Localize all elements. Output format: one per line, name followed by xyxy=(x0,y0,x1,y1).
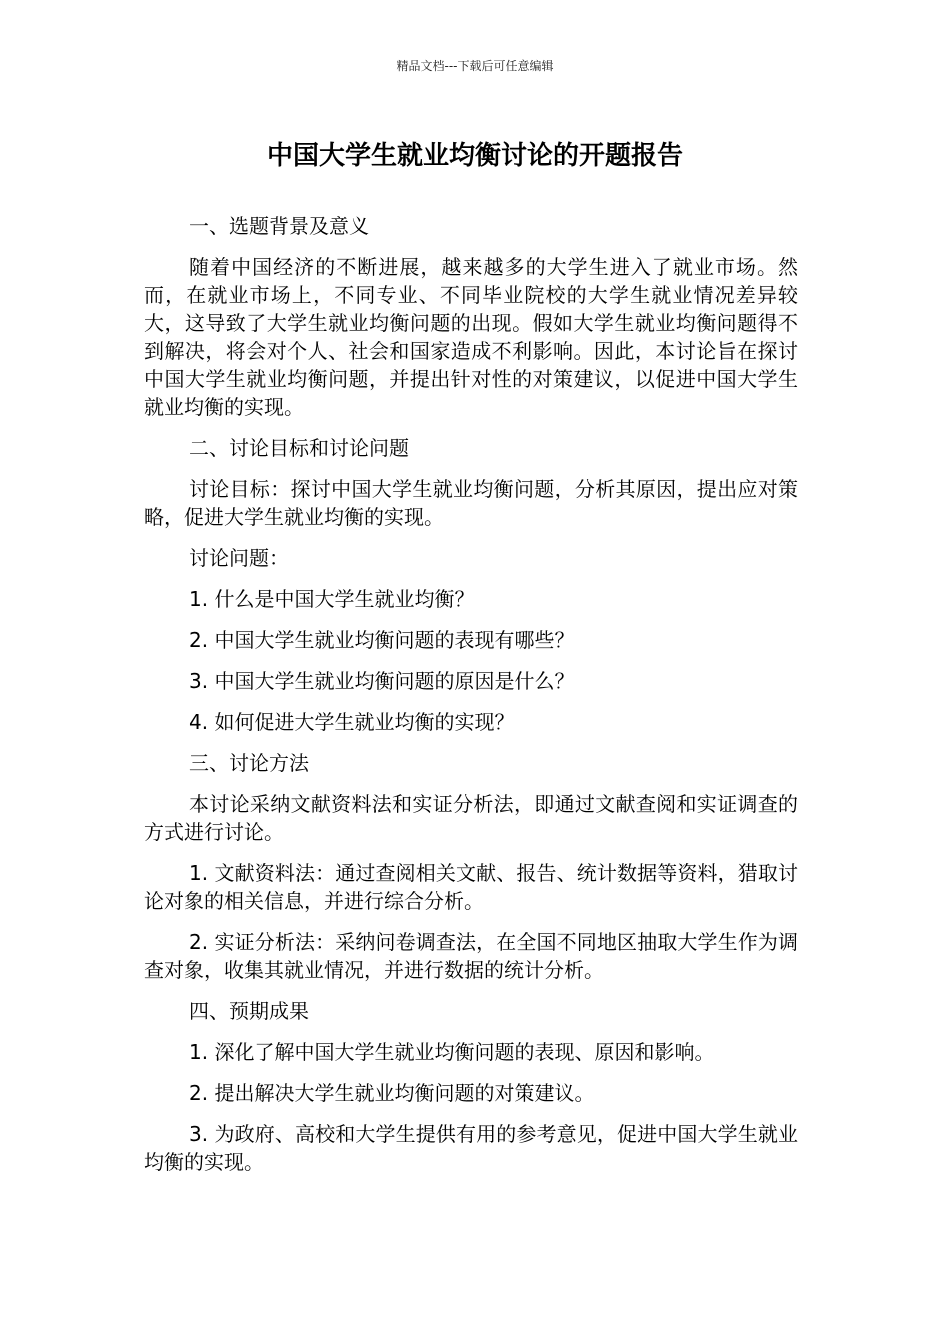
list-item: 2. 中国大学生就业均衡问题的表现有哪些？ xyxy=(189,628,575,652)
section-heading-outcomes: 四、预期成果 xyxy=(189,999,309,1023)
list-item: 1. 深化了解中国大学生就业均衡问题的表现、原因和影响。 xyxy=(189,1040,715,1064)
section-heading-background: 一、选题背景及意义 xyxy=(189,214,369,238)
header-note: 精品文档---下载后可任意编辑 xyxy=(396,59,554,73)
list-item: 1. 文献资料法：通过查阅相关文献、报告、统计数据等资料，猎取讨论对象的相关信息，并进行综合分析。 xyxy=(144,861,798,913)
list-item: 3. 为政府、高校和大学生提供有用的参考意见，促进中国大学生就业均衡的实现。 xyxy=(144,1122,798,1174)
list-item: 2. 提出解决大学生就业均衡问题的对策建议。 xyxy=(189,1081,595,1105)
document-body xyxy=(144,212,798,1189)
section-heading-methods: 三、讨论方法 xyxy=(189,751,309,775)
paragraph-methods: 本讨论采纳文献资料法和实证分析法，即通过文献查阅和实证调查的方式进行讨论。 xyxy=(144,792,798,844)
paragraph-questions-label: 讨论问题： xyxy=(189,546,289,570)
document-title: 中国大学生就业均衡讨论的开题报告 xyxy=(266,141,683,171)
section-heading-goals: 二、讨论目标和讨论问题 xyxy=(189,436,409,460)
list-item: 4. 如何促进大学生就业均衡的实现？ xyxy=(189,710,515,734)
paragraph-goals: 讨论目标：探讨中国大学生就业均衡问题，分析其原因，提出应对策略，促进大学生就业均衡的实现。 xyxy=(144,477,798,529)
list-item: 3. 中国大学生就业均衡问题的原因是什么？ xyxy=(189,669,575,693)
paragraph-background: 随着中国经济的不断进展，越来越多的大学生进入了就业市场。然而，在就业市场上，不同专业、不同毕业院校的大学生就业情况差异较大，这导致了大学生就业均衡问题的出现。假如大学生就业均衡问题得不到解决，将会对个人、社会和国家造成不利影响。因此，本讨论旨在探讨中国大学生就业均衡问题，并提出针对性的对策建议，以促进中国大学生就业均衡的实现。 xyxy=(144,255,798,419)
list-item: 1. 什么是中国大学生就业均衡？ xyxy=(189,587,475,611)
list-item: 2. 实证分析法：采纳问卷调查法，在全国不同地区抽取大学生作为调查对象，收集其就业情况，并进行数据的统计分析。 xyxy=(144,930,798,982)
